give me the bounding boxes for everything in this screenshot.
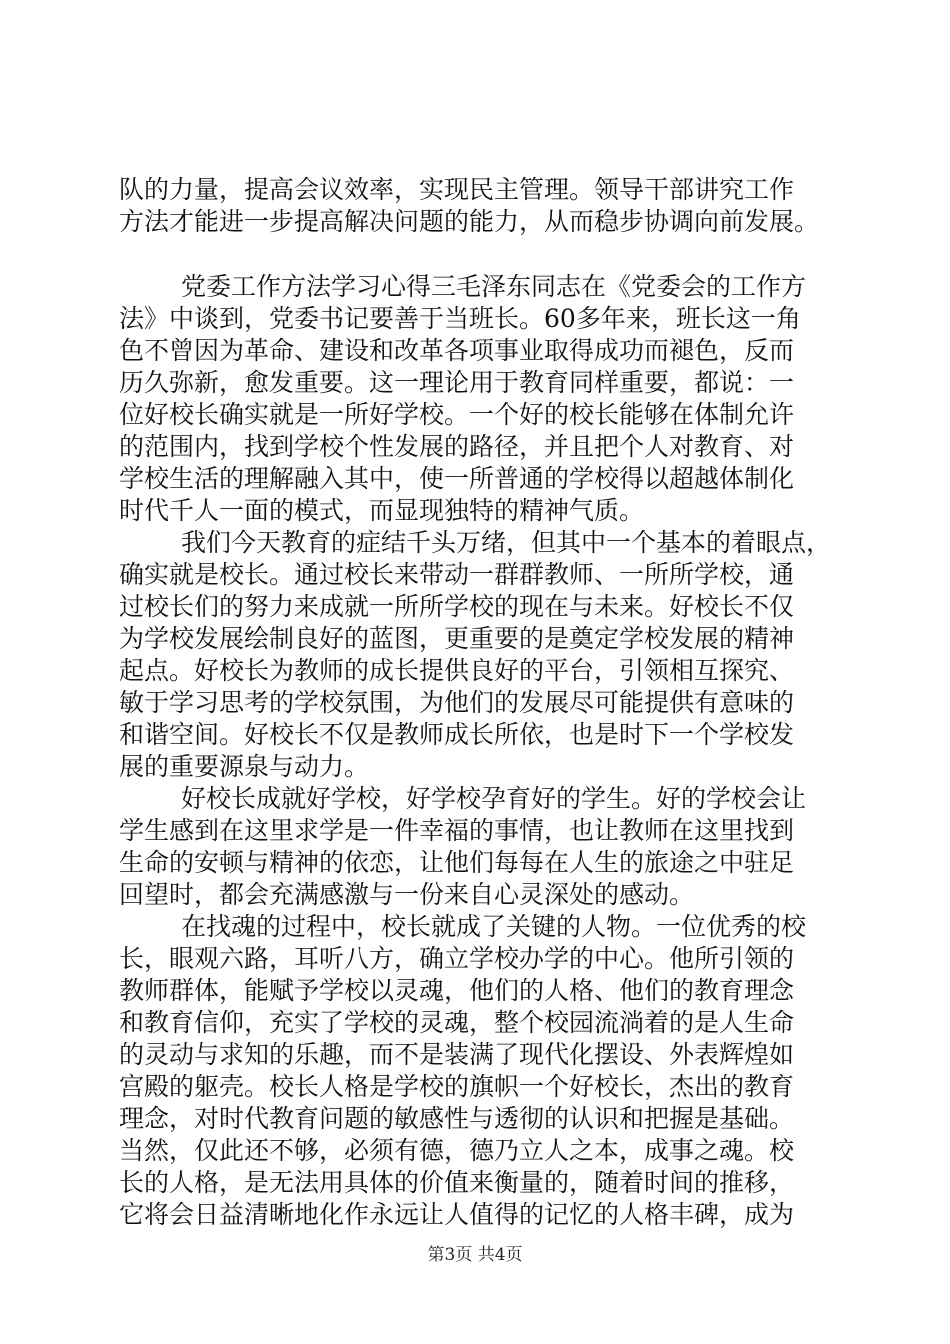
text-line: 和谐空间。好校长不仅是教师成长所依，也是时下一个学校发	[119, 720, 795, 749]
text-line: 在找魂的过程中，校长就成了关键的人物。一位优秀的校	[181, 912, 807, 941]
text-line: 教师群体，能赋予学校以灵魂，他们的人格、他们的教育理念	[119, 976, 795, 1005]
text-line: 好校长成就好学校，好学校孕育好的学生。好的学校会让	[181, 784, 807, 813]
paragraph	[119, 271, 834, 527]
text-line: 法》中谈到，党委书记要善于当班长。60多年来，班长这一角	[119, 304, 801, 333]
text-line: 的灵动与求知的乐趣，而不是装满了现代化摆设、外表辉煌如	[119, 1040, 795, 1069]
text-line: 色不曾因为革命、建设和改革各项事业取得成功而褪色，反而	[119, 336, 795, 365]
paragraph	[119, 783, 834, 911]
text-line: 学校生活的理解融入其中，使一所普通的学校得以超越体制化	[119, 464, 795, 493]
text-line: 为学校发展绘制良好的蓝图，更重要的是奠定学校发展的精神	[119, 624, 795, 653]
page-footer: 第3页 共4页	[427, 1245, 523, 1265]
text-line: 位好校长确实就是一所好学校。一个好的校长能够在体制允许	[119, 400, 795, 429]
text-line: 敏于学习思考的学校氛围，为他们的发展尽可能提供有意味的	[119, 688, 795, 717]
text-line: 历久弥新，愈发重要。这一理论用于教育同样重要，都说：一	[119, 368, 795, 397]
text-line: 当然，仅此还不够，必须有德，德乃立人之本，成事之魂。校	[119, 1136, 795, 1165]
text-line: 方法才能进一步提高解决问题的能力，从而稳步协调向前发展。	[119, 207, 820, 236]
text-line: 长的人格，是无法用具体的价值来衡量的，随着时间的推移，	[119, 1168, 795, 1197]
text-line: 和教育信仰，充实了学校的灵魂，整个校园流淌着的是人生命	[119, 1008, 795, 1037]
text-line: 宫殿的躯壳。校长人格是学校的旗帜一个好校长，杰出的教育	[119, 1072, 795, 1101]
text-line: 它将会日益清晰地化作永远让人值得的记忆的人格丰碑，成为	[119, 1200, 795, 1229]
text-line: 确实就是校长。通过校长来带动一群群教师、一所所学校，通	[119, 560, 795, 589]
text-line: 理念，对时代教育问题的敏感性与透彻的认识和把握是基础。	[119, 1104, 795, 1133]
text-line: 起点。好校长为教师的成长提供良好的平台，引领相互探究、	[119, 656, 795, 685]
text-line: 展的重要源泉与动力。	[119, 752, 370, 781]
text-line: 生命的安顿与精神的依恋，让他们每每在人生的旅途之中驻足	[119, 848, 795, 877]
text-line: 党委工作方法学习心得三毛泽东同志在《党委会的工作方	[181, 272, 807, 301]
text-line: 队的力量，提高会议效率，实现民主管理。领导干部讲究工作	[119, 175, 795, 204]
text-line: 的范围内，找到学校个性发展的路径，并且把个人对教育、对	[119, 432, 795, 461]
paragraph	[119, 911, 834, 1231]
text-line: 时代千人一面的模式，而显现独特的精神气质。	[119, 496, 645, 525]
text-line: 长，眼观六路，耳听八方，确立学校办学的中心。他所引领的	[119, 944, 795, 973]
document-body	[119, 174, 834, 1231]
text-line: 回望时，都会充满感激与一份来自心灵深处的感动。	[119, 880, 695, 909]
text-line: 过校长们的努力来成就一所所学校的现在与未来。好校长不仅	[119, 592, 795, 621]
paragraph-spacer	[119, 238, 834, 271]
paragraph	[119, 174, 834, 238]
paragraph	[119, 527, 834, 783]
text-line: 学生感到在这里求学是一件幸福的事情，也让教师在这里找到	[119, 816, 795, 845]
text-line: 我们今天教育的症结千头万绪，但其中一个基本的着眼点，	[181, 528, 832, 557]
